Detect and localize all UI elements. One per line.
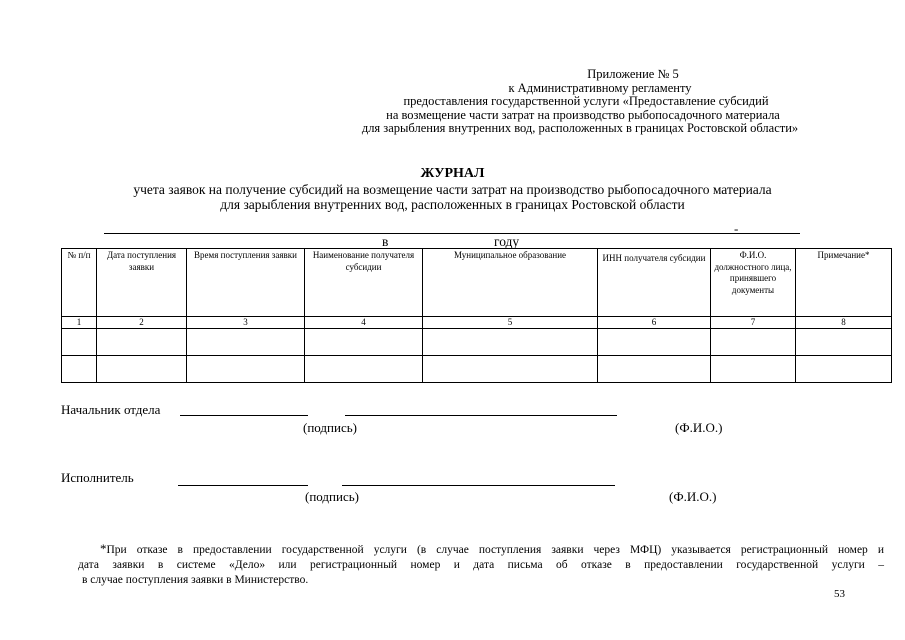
page-number: 53 bbox=[834, 588, 845, 600]
executor-signature-line bbox=[178, 485, 308, 486]
journal-table bbox=[61, 248, 892, 383]
executor-fio-caption: (Ф.И.О.) bbox=[669, 489, 717, 504]
table-cell bbox=[305, 329, 423, 356]
number-cell: 5 bbox=[423, 317, 598, 329]
table-cell bbox=[187, 329, 305, 356]
number-cell: 8 bbox=[796, 317, 892, 329]
table-row bbox=[62, 329, 892, 356]
appendix-line-4: на возмещение части затрат на производство рыбопосадочного материала bbox=[386, 107, 780, 122]
head-fio-caption: (Ф.И.О.) bbox=[675, 420, 723, 435]
header-cell-official: Ф.И.О. должностного лица, принявшего документы bbox=[711, 249, 796, 317]
table-header-row bbox=[62, 249, 892, 317]
head-signature-caption: (подпись) bbox=[303, 420, 357, 435]
executor-label: Исполнитель bbox=[61, 470, 134, 485]
executor-signature-caption: (подпись) bbox=[305, 489, 359, 504]
table-cell bbox=[97, 356, 187, 383]
table-cell bbox=[796, 356, 892, 383]
in-word: в bbox=[382, 234, 389, 249]
header-cell-number: № п/п bbox=[62, 249, 97, 317]
journal-title: ЖУРНАЛ bbox=[420, 166, 485, 181]
table-cell bbox=[97, 329, 187, 356]
table-numbers-row bbox=[62, 317, 892, 329]
table-row bbox=[62, 356, 892, 383]
head-fio-line bbox=[345, 415, 617, 416]
footnote-star: * bbox=[100, 541, 107, 556]
footnote-line-2: дата заявки в системе «Дело» или регистрационный номер и дата письма об отказе в предоставлении государственной услуги – bbox=[78, 559, 884, 571]
number-cell: 2 bbox=[97, 317, 187, 329]
number-cell: 4 bbox=[305, 317, 423, 329]
table-cell bbox=[796, 329, 892, 356]
table-cell bbox=[423, 356, 598, 383]
executor-fio-line bbox=[342, 485, 615, 486]
table-cell bbox=[423, 329, 598, 356]
number-cell: 6 bbox=[598, 317, 711, 329]
head-signature-line bbox=[180, 415, 308, 416]
table-cell bbox=[598, 356, 711, 383]
number-cell: 3 bbox=[187, 317, 305, 329]
header-cell-municipality: Муниципальное образование bbox=[423, 249, 598, 317]
journal-subtitle-line-1: учета заявок на получение субсидий на возмещение части затрат на производство рыбопосадочного материала bbox=[133, 182, 772, 197]
footnote-text-1: При отказе в предоставлении государственной услуги (в случае поступления заявки через МФЦ) указывается регистрационный номер и bbox=[106, 544, 884, 556]
footnote-line-3: в случае поступления заявки в Министерство. bbox=[82, 574, 309, 586]
head-label: Начальник отдела bbox=[61, 402, 161, 417]
header-cell-inn: ИНН получателя субсидии bbox=[598, 249, 711, 317]
number-cell: 1 bbox=[62, 317, 97, 329]
year-word: году bbox=[494, 234, 520, 249]
dash-mark: - bbox=[734, 221, 739, 236]
appendix-line-3: предоставления государственной услуги «Предоставление субсидий bbox=[403, 94, 769, 108]
table-cell bbox=[711, 329, 796, 356]
header-cell-date: Дата поступления заявки bbox=[97, 249, 187, 317]
appendix-header bbox=[300, 68, 860, 136]
appendix-line-2: к Административному регламенту bbox=[508, 80, 692, 95]
table-cell bbox=[598, 329, 711, 356]
header-cell-recipient: Наименование получателя субсидии bbox=[305, 249, 423, 317]
number-cell: 7 bbox=[711, 317, 796, 329]
table-cell bbox=[62, 329, 97, 356]
header-cell-time: Время поступления заявки bbox=[187, 249, 305, 317]
table-cell bbox=[187, 356, 305, 383]
appendix-line-5: для зарыбления внутренних вод, расположенных в границах Ростовской области» bbox=[361, 121, 799, 135]
journal-subtitle bbox=[0, 182, 905, 212]
table-cell bbox=[711, 356, 796, 383]
table-cell bbox=[62, 356, 97, 383]
footnote bbox=[78, 541, 884, 588]
header-cell-note: Примечание* bbox=[796, 249, 892, 317]
table-cell bbox=[305, 356, 423, 383]
appendix-line-1: Приложение № 5 bbox=[587, 67, 679, 81]
journal-subtitle-line-2: для зарыбления внутренних вод, расположенных в границах Ростовской области bbox=[220, 197, 685, 212]
footnote-line-1 bbox=[82, 541, 884, 558]
title-underline bbox=[104, 233, 800, 234]
